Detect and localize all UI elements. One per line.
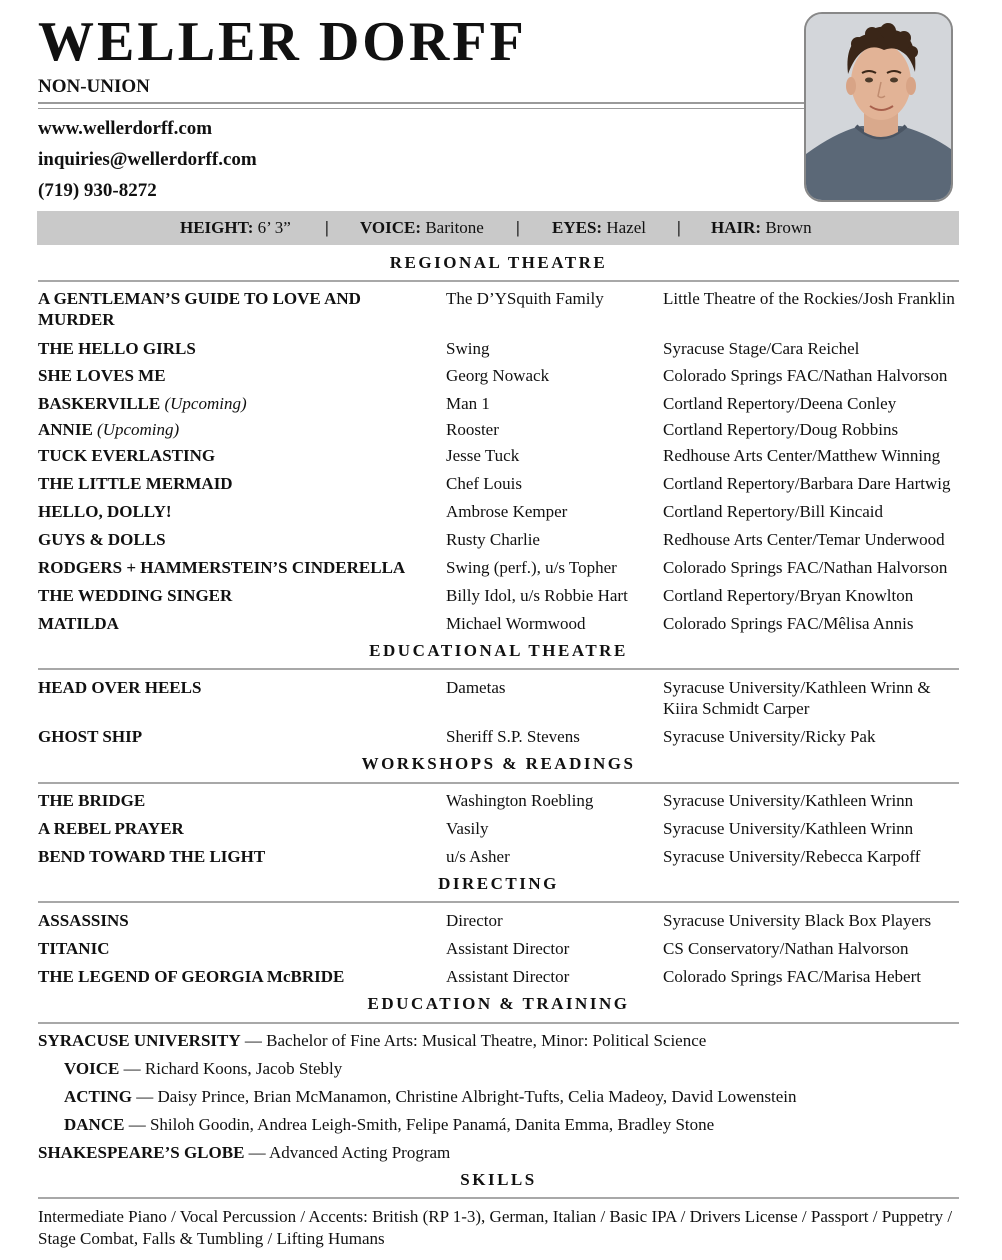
show-title: THE HELLO GIRLS: [38, 339, 196, 358]
show-title: THE LITTLE MERMAID: [38, 474, 233, 493]
role: Washington Roebling: [446, 791, 594, 810]
company-director: Colorado Springs FAC/Marisa Hebert: [663, 967, 921, 986]
upcoming-note: (Upcoming): [164, 394, 247, 413]
role: Director: [446, 911, 503, 930]
stat-hair: HAIR: Brown: [711, 218, 812, 237]
section-divider: [38, 668, 959, 670]
education-line: SYRACUSE UNIVERSITY — Bachelor of Fine Arts: Musical Theatre, Minor: Political Science: [38, 1031, 707, 1050]
role: Michael Wormwood: [446, 614, 586, 633]
show-title: THE WEDDING SINGER: [38, 586, 233, 605]
training-line: VOICE — Richard Koons, Jacob Stebly: [64, 1059, 343, 1078]
email-link[interactable]: inquiries@wellerdorff.com: [38, 149, 257, 170]
education-line: SHAKESPEARE’S GLOBE — Advanced Acting Program: [38, 1143, 451, 1162]
company-director: Syracuse University/Kathleen Wrinn: [663, 791, 914, 810]
section-title-education: EDUCATION & TRAINING: [367, 994, 630, 1013]
show-title: BEND TOWARD THE LIGHT: [38, 847, 266, 866]
role: Georg Nowack: [446, 366, 550, 385]
show-title: TITANIC: [38, 939, 110, 958]
company-director: Cortland Repertory/Bryan Knowlton: [663, 586, 914, 605]
company-director: Cortland Repertory/Bill Kincaid: [663, 502, 884, 521]
section-title-workshops: WORKSHOPS & READINGS: [361, 754, 636, 773]
headshot-photo: [804, 12, 953, 202]
company-director: Colorado Springs FAC/Mêlisa Annis: [663, 614, 914, 633]
company-director: Colorado Springs FAC/Nathan Halvorson: [663, 366, 948, 385]
role: Vasily: [446, 819, 489, 838]
role: Ambrose Kemper: [446, 502, 568, 521]
show-title: RODGERS + HAMMERSTEIN’S CINDERELLA: [38, 558, 406, 577]
role: The D’YSquith Family: [446, 289, 604, 308]
company-director: Redhouse Arts Center/Matthew Winning: [663, 446, 941, 465]
company-director: Syracuse Stage/Cara Reichel: [663, 339, 860, 358]
company-director: Colorado Springs FAC/Nathan Halvorson: [663, 558, 948, 577]
role: Chef Louis: [446, 474, 523, 493]
show-title: HEAD OVER HEELS: [38, 678, 202, 697]
role: Billy Idol, u/s Robbie Hart: [446, 586, 628, 605]
stat-voice: VOICE: Baritone: [360, 218, 484, 237]
header-divider: [38, 102, 804, 109]
section-title-regional: REGIONAL THEATRE: [389, 253, 608, 272]
upcoming-note: (Upcoming): [97, 420, 180, 439]
show-title: SHE LOVES ME: [38, 366, 166, 385]
company-director: Syracuse University/Kathleen Wrinn & Kiira Schmidt Carper: [663, 678, 931, 718]
stat-separator: |: [677, 218, 681, 237]
role: Rusty Charlie: [446, 530, 540, 549]
company-director: Little Theatre of the Rockies/Josh Franklin: [663, 289, 955, 308]
stats-bar: [37, 211, 959, 245]
role: Assistant Director: [446, 939, 570, 958]
company-director: Cortland Repertory/Barbara Dare Hartwig: [663, 474, 951, 493]
show-title: TUCK EVERLASTING: [38, 446, 216, 465]
show-title: HELLO, DOLLY!: [38, 502, 172, 521]
show-title: THE LEGEND OF GEORGIA McBRIDE: [38, 967, 345, 986]
role: Rooster: [446, 420, 499, 439]
actor-name: WELLER DORFF: [38, 11, 527, 73]
stat-eyes: EYES: Hazel: [552, 218, 646, 237]
section-title-skills: SKILLS: [460, 1170, 537, 1189]
stat-height: HEIGHT: 6’ 3”: [180, 218, 291, 237]
role: Swing (perf.), u/s Topher: [446, 558, 617, 577]
section-divider: [38, 280, 959, 282]
section-divider: [38, 1022, 959, 1024]
section-divider: [38, 901, 959, 903]
show-title: A REBEL PRAYER: [38, 819, 184, 838]
headshot-image: [806, 14, 953, 202]
company-director: Syracuse University/Kathleen Wrinn: [663, 819, 914, 838]
show-title: BASKERVILLE (Upcoming): [38, 394, 247, 413]
show-title: ANNIE (Upcoming): [38, 420, 180, 439]
role: Sheriff S.P. Stevens: [446, 727, 580, 746]
section-divider: [38, 782, 959, 784]
company-director: Syracuse University/Ricky Pak: [663, 727, 876, 746]
company-director: Cortland Repertory/Doug Robbins: [663, 420, 899, 439]
stat-separator: |: [516, 218, 520, 237]
role: Jesse Tuck: [446, 446, 520, 465]
role: Dametas: [446, 678, 506, 697]
section-divider: [38, 1197, 959, 1199]
union-status: NON-UNION: [38, 76, 150, 97]
show-title: A GENTLEMAN’S GUIDE TO LOVE AND MURDER: [38, 289, 361, 329]
show-title: THE BRIDGE: [38, 791, 146, 810]
role: Man 1: [446, 394, 490, 413]
skills-list: Intermediate Piano / Vocal Percussion / Accents: British (RP 1-3), German, Italian / Basic IPA / Drivers License / Passport / Puppetry / Stage Combat, Falls & Tumbling / Lifting Humans: [38, 1207, 953, 1248]
show-title: ASSASSINS: [38, 911, 129, 930]
stat-separator: |: [325, 218, 329, 237]
company-director: Syracuse University/Rebecca Karpoff: [663, 847, 921, 866]
role: Assistant Director: [446, 967, 570, 986]
company-director: CS Conservatory/Nathan Halvorson: [663, 939, 909, 958]
phone-number: (719) 930-8272: [38, 180, 157, 201]
section-title-educational: EDUCATIONAL THEATRE: [369, 641, 628, 660]
show-title: GUYS & DOLLS: [38, 530, 166, 549]
role: Swing: [446, 339, 490, 358]
training-line: ACTING — Daisy Prince, Brian McManamon, Christine Albright-Tufts, Celia Madeoy, David Lowenstein: [64, 1087, 797, 1106]
company-director: Cortland Repertory/Deena Conley: [663, 394, 897, 413]
website-link[interactable]: www.wellerdorff.com: [38, 118, 213, 139]
section-title-directing: DIRECTING: [438, 874, 559, 893]
role: u/s Asher: [446, 847, 510, 866]
company-director: Redhouse Arts Center/Temar Underwood: [663, 530, 945, 549]
show-title: GHOST SHIP: [38, 727, 143, 746]
company-director: Syracuse University Black Box Players: [663, 911, 932, 930]
show-title: MATILDA: [38, 614, 119, 633]
training-line: DANCE — Shiloh Goodin, Andrea Leigh-Smith, Felipe Panamá, Danita Emma, Bradley Stone: [64, 1115, 715, 1134]
